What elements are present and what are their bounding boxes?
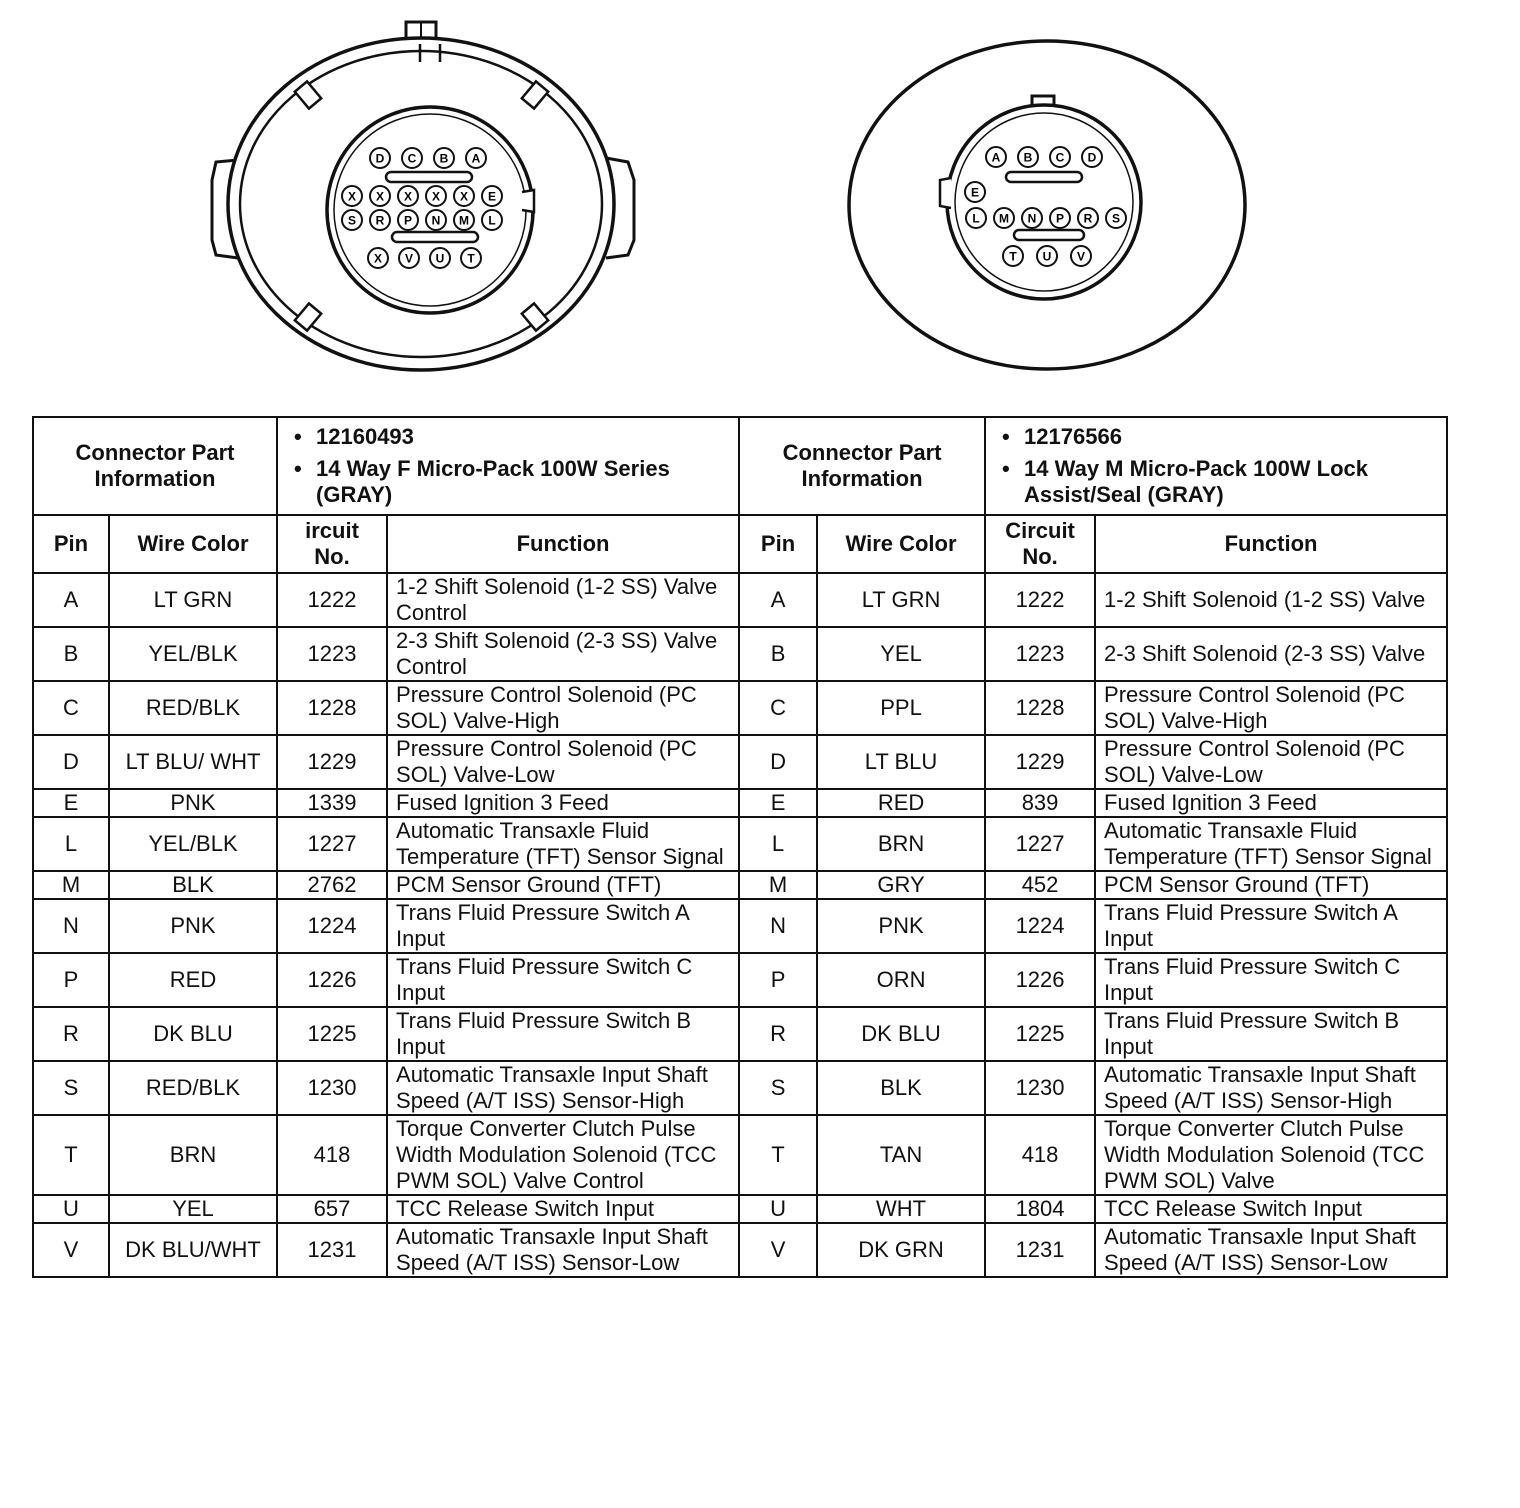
function-cell: Pressure Control Solenoid (PC SOL) Valve-High <box>387 681 739 735</box>
circuit-cell: 1223 <box>277 627 387 681</box>
pin-cell: L <box>33 817 109 871</box>
pin-label: X <box>459 189 469 204</box>
table-row <box>33 1115 1447 1195</box>
table-row <box>33 871 1447 899</box>
function-cell: Automatic Transaxle Fluid Temperature (TFT) Sensor Signal <box>1095 817 1447 871</box>
wire-color-cell: YEL/BLK <box>109 817 277 871</box>
table-row <box>33 1061 1447 1115</box>
wire-color-cell: DK BLU <box>817 1007 985 1061</box>
circuit-cell: 1229 <box>985 735 1095 789</box>
left-connector-description: • 14 Way F Micro-Pack 100W Series (GRAY) <box>316 456 730 508</box>
col-header-pin: Pin <box>739 515 817 573</box>
circuit-cell: 1804 <box>985 1195 1095 1223</box>
pin-cell: V <box>33 1223 109 1277</box>
function-cell: TCC Release Switch Input <box>387 1195 739 1223</box>
pin-cell: E <box>33 789 109 817</box>
col-header-circuit: Circuit No. <box>985 515 1095 573</box>
wire-color-cell: BLK <box>817 1061 985 1115</box>
wire-color-cell: TAN <box>817 1115 985 1195</box>
pin-label: A <box>471 151 481 166</box>
pin-label: N <box>431 213 441 228</box>
function-cell: PCM Sensor Ground (TFT) <box>1095 871 1447 899</box>
circuit-cell: 1229 <box>277 735 387 789</box>
wire-color-cell: PPL <box>817 681 985 735</box>
col-header-pin: Pin <box>33 515 109 573</box>
function-cell: Pressure Control Solenoid (PC SOL) Valve-Low <box>387 735 739 789</box>
pin-label: P <box>1055 211 1065 226</box>
pin-cell: T <box>739 1115 817 1195</box>
circuit-cell: 418 <box>277 1115 387 1195</box>
wire-color-cell: DK BLU/WHT <box>109 1223 277 1277</box>
pinout-table <box>32 416 1448 1278</box>
pin-label: R <box>1083 211 1093 226</box>
circuit-cell: 657 <box>277 1195 387 1223</box>
wire-color-cell: LT GRN <box>817 573 985 627</box>
col-header-function: Function <box>387 515 739 573</box>
function-cell: Trans Fluid Pressure Switch B Input <box>387 1007 739 1061</box>
pin-label: B <box>1023 150 1033 165</box>
pin-cell: T <box>33 1115 109 1195</box>
pin-cell: N <box>739 899 817 953</box>
pin-label: N <box>1027 211 1037 226</box>
table-row <box>33 1195 1447 1223</box>
pin-label: S <box>1111 211 1121 226</box>
function-cell: 1-2 Shift Solenoid (1-2 SS) Valve Control <box>387 573 739 627</box>
female-connector-face <box>212 22 634 370</box>
function-cell: Trans Fluid Pressure Switch B Input <box>1095 1007 1447 1061</box>
pin-cell: P <box>739 953 817 1007</box>
right-connector-info-label: Connector Part Information <box>739 417 985 515</box>
circuit-cell: 1230 <box>985 1061 1095 1115</box>
circuit-cell: 1226 <box>277 953 387 1007</box>
wire-color-cell: RED/BLK <box>109 1061 277 1115</box>
function-cell: Pressure Control Solenoid (PC SOL) Valve-High <box>1095 681 1447 735</box>
pin-cell: M <box>33 871 109 899</box>
pin-cell: L <box>739 817 817 871</box>
pin-cell: D <box>739 735 817 789</box>
pin-label: U <box>435 251 445 266</box>
col-header-wire-color: Wire Color <box>109 515 277 573</box>
function-cell: Trans Fluid Pressure Switch A Input <box>1095 899 1447 953</box>
wire-color-cell: LT BLU/ WHT <box>109 735 277 789</box>
wire-color-cell: YEL <box>109 1195 277 1223</box>
pin-label: S <box>347 213 357 228</box>
wire-color-cell: DK GRN <box>817 1223 985 1277</box>
circuit-cell: 839 <box>985 789 1095 817</box>
circuit-cell: 1224 <box>277 899 387 953</box>
function-cell: 2-3 Shift Solenoid (2-3 SS) Valve Control <box>387 627 739 681</box>
function-cell: Automatic Transaxle Fluid Temperature (TFT) Sensor Signal <box>387 817 739 871</box>
pin-label: D <box>1087 150 1097 165</box>
function-cell: Pressure Control Solenoid (PC SOL) Valve-Low <box>1095 735 1447 789</box>
pin-label: M <box>999 211 1009 226</box>
pin-label: X <box>375 189 385 204</box>
function-cell: Torque Converter Clutch Pulse Width Modulation Solenoid (TCC PWM SOL) Valve <box>1095 1115 1447 1195</box>
pin-cell: C <box>739 681 817 735</box>
circuit-cell: 1227 <box>985 817 1095 871</box>
pin-label: E <box>970 185 980 200</box>
left-connector-info-label: Connector Part Information <box>33 417 277 515</box>
right-connector-description: • 14 Way M Micro-Pack 100W Lock Assist/Seal (GRAY) <box>1024 456 1438 508</box>
circuit-cell: 1225 <box>277 1007 387 1061</box>
circuit-cell: 1222 <box>277 573 387 627</box>
function-cell: Trans Fluid Pressure Switch C Input <box>387 953 739 1007</box>
pin-cell: A <box>739 573 817 627</box>
wire-color-cell: YEL/BLK <box>109 627 277 681</box>
wire-color-cell: RED <box>817 789 985 817</box>
pin-label: M <box>459 213 469 228</box>
pin-label: P <box>403 213 413 228</box>
wire-color-cell: RED/BLK <box>109 681 277 735</box>
connector-diagrams <box>0 0 1520 400</box>
pin-label: R <box>375 213 385 228</box>
pin-label: C <box>1055 150 1065 165</box>
wire-color-cell: ORN <box>817 953 985 1007</box>
wire-color-cell: LT GRN <box>109 573 277 627</box>
function-cell: PCM Sensor Ground (TFT) <box>387 871 739 899</box>
circuit-cell: 1222 <box>985 573 1095 627</box>
circuit-cell: 1228 <box>277 681 387 735</box>
function-cell: Automatic Transaxle Input Shaft Speed (A/T ISS) Sensor-High <box>387 1061 739 1115</box>
pin-cell: U <box>33 1195 109 1223</box>
col-header-function: Function <box>1095 515 1447 573</box>
pin-cell: R <box>739 1007 817 1061</box>
pin-label: V <box>404 251 414 266</box>
pin-cell: U <box>739 1195 817 1223</box>
pin-cell: S <box>33 1061 109 1115</box>
col-header-circuit: ircuit No. <box>277 515 387 573</box>
function-cell: TCC Release Switch Input <box>1095 1195 1447 1223</box>
pin-label: E <box>487 189 497 204</box>
wire-color-cell: BRN <box>109 1115 277 1195</box>
table-row <box>33 953 1447 1007</box>
wire-color-cell: PNK <box>817 899 985 953</box>
left-part-number: • 12160493 <box>316 424 730 450</box>
circuit-cell: 1226 <box>985 953 1095 1007</box>
male-connector-face <box>849 41 1245 369</box>
pin-label: D <box>375 151 385 166</box>
circuit-cell: 1228 <box>985 681 1095 735</box>
pin-cell: S <box>739 1061 817 1115</box>
right-connector-details <box>985 417 1447 515</box>
col-header-wire-color: Wire Color <box>817 515 985 573</box>
circuit-cell: 418 <box>985 1115 1095 1195</box>
function-cell: Fused Ignition 3 Feed <box>1095 789 1447 817</box>
pin-label: X <box>403 189 413 204</box>
wire-color-cell: PNK <box>109 899 277 953</box>
pin-cell: V <box>739 1223 817 1277</box>
function-cell: Trans Fluid Pressure Switch A Input <box>387 899 739 953</box>
function-cell: 1-2 Shift Solenoid (1-2 SS) Valve <box>1095 573 1447 627</box>
wire-color-cell: WHT <box>817 1195 985 1223</box>
circuit-cell: 1227 <box>277 817 387 871</box>
table-row <box>33 1223 1447 1277</box>
pin-label: X <box>373 251 383 266</box>
pin-cell: A <box>33 573 109 627</box>
function-cell: Torque Converter Clutch Pulse Width Modulation Solenoid (TCC PWM SOL) Valve Control <box>387 1115 739 1195</box>
table-row <box>33 681 1447 735</box>
wire-color-cell: LT BLU <box>817 735 985 789</box>
pin-label: V <box>1076 249 1086 264</box>
circuit-cell: 2762 <box>277 871 387 899</box>
pin-cell: M <box>739 871 817 899</box>
pin-cell: B <box>33 627 109 681</box>
function-cell: Automatic Transaxle Input Shaft Speed (A/T ISS) Sensor-High <box>1095 1061 1447 1115</box>
pin-label: U <box>1042 249 1052 264</box>
pin-label: C <box>407 151 417 166</box>
pin-cell: D <box>33 735 109 789</box>
circuit-cell: 1224 <box>985 899 1095 953</box>
pin-label: T <box>1009 249 1017 264</box>
pin-cell: C <box>33 681 109 735</box>
column-header-row <box>33 515 1447 573</box>
pin-label: L <box>972 211 980 226</box>
wire-color-cell: RED <box>109 953 277 1007</box>
wire-color-cell: BLK <box>109 871 277 899</box>
table-row <box>33 735 1447 789</box>
pin-label: L <box>488 213 496 228</box>
function-cell: Automatic Transaxle Input Shaft Speed (A/T ISS) Sensor-Low <box>1095 1223 1447 1277</box>
table-row <box>33 817 1447 871</box>
pin-cell: N <box>33 899 109 953</box>
circuit-cell: 1231 <box>985 1223 1095 1277</box>
wire-color-cell: DK BLU <box>109 1007 277 1061</box>
wire-color-cell: BRN <box>817 817 985 871</box>
pin-cell: R <box>33 1007 109 1061</box>
wire-color-cell: YEL <box>817 627 985 681</box>
pin-cell: E <box>739 789 817 817</box>
pin-label: A <box>991 150 1001 165</box>
pin-cell: P <box>33 953 109 1007</box>
right-part-number: • 12176566 <box>1024 424 1438 450</box>
pin-label: X <box>347 189 357 204</box>
pin-label: X <box>431 189 441 204</box>
pin-cell: B <box>739 627 817 681</box>
pin-label: B <box>439 151 449 166</box>
circuit-cell: 452 <box>985 871 1095 899</box>
table-row <box>33 789 1447 817</box>
circuit-cell: 1230 <box>277 1061 387 1115</box>
circuit-cell: 1225 <box>985 1007 1095 1061</box>
circuit-cell: 1231 <box>277 1223 387 1277</box>
wire-color-cell: GRY <box>817 871 985 899</box>
connector-info-row <box>33 417 1447 515</box>
function-cell: Fused Ignition 3 Feed <box>387 789 739 817</box>
wire-color-cell: PNK <box>109 789 277 817</box>
pin-label: T <box>467 251 475 266</box>
function-cell: 2-3 Shift Solenoid (2-3 SS) Valve <box>1095 627 1447 681</box>
table-row <box>33 627 1447 681</box>
left-connector-details <box>277 417 739 515</box>
table-row <box>33 899 1447 953</box>
function-cell: Trans Fluid Pressure Switch C Input <box>1095 953 1447 1007</box>
circuit-cell: 1339 <box>277 789 387 817</box>
table-row <box>33 1007 1447 1061</box>
circuit-cell: 1223 <box>985 627 1095 681</box>
function-cell: Automatic Transaxle Input Shaft Speed (A/T ISS) Sensor-Low <box>387 1223 739 1277</box>
table-row <box>33 573 1447 627</box>
